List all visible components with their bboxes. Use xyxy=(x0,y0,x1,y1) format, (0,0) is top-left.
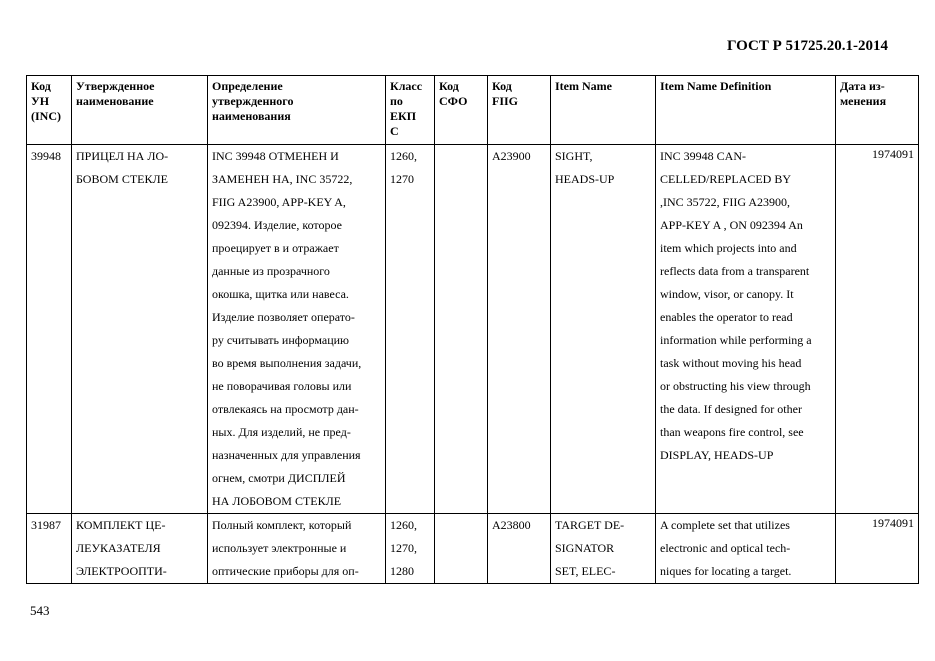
cell-line: 39948 xyxy=(31,149,61,163)
cell-line: данные из прозрачного xyxy=(212,264,330,278)
cell-line: 1270 xyxy=(390,172,414,186)
cell-approved-name xyxy=(72,145,208,514)
cell-line: окошка, щитка или навеса. xyxy=(212,287,349,301)
cell-line: Полный комплект, который xyxy=(212,518,352,532)
document-standard-header: ГОСТ Р 51725.20.1-2014 xyxy=(726,38,888,54)
cell-line: по xyxy=(390,94,403,108)
cell-line: наименование xyxy=(76,94,154,108)
cell-line: FIIG A23900, APP-KEY A, xyxy=(212,195,346,209)
cell-line: ЭЛЕКТРООПТИ- xyxy=(76,564,167,578)
cell-line: наименования xyxy=(212,109,291,123)
table-row xyxy=(27,145,919,514)
cell-sfo xyxy=(435,514,488,584)
cell-sfo xyxy=(435,145,488,514)
cell-inc xyxy=(27,514,72,584)
cell-line: Код xyxy=(492,79,512,93)
cell-fiig xyxy=(488,514,551,584)
cell-change-date xyxy=(836,514,919,584)
cell-line: FIIG xyxy=(492,94,519,108)
cell-inc xyxy=(27,145,72,514)
cell-definition xyxy=(208,145,386,514)
cell-line: than weapons fire control, see xyxy=(660,425,804,439)
change-date-value: 1974091 xyxy=(872,516,914,530)
cell-line: Код xyxy=(439,79,459,93)
cell-line: 1260, xyxy=(390,518,417,532)
page-number: 543 xyxy=(30,603,50,618)
cell-line: менения xyxy=(840,94,887,108)
cell-line: С xyxy=(390,124,399,138)
cell-line: Дата из- xyxy=(840,79,885,93)
cell-line: niques for locating a target. xyxy=(660,564,792,578)
cell-line: ру считывать информацию xyxy=(212,333,350,347)
cell-item-name xyxy=(551,514,656,584)
cell-line: ПРИЦЕЛ НА ЛО- xyxy=(76,149,169,163)
cell-class xyxy=(386,145,435,514)
cell-line: ных. Для изделий, не пред- xyxy=(212,425,351,439)
cell-line: INC 39948 ОТМЕНЕН И xyxy=(212,149,339,163)
header-item-name xyxy=(551,76,656,145)
cell-line: SET, ELEC- xyxy=(555,564,616,578)
cell-line: or obstructing his view through xyxy=(660,379,811,393)
header-class xyxy=(386,76,435,145)
change-date-value: 1974091 xyxy=(872,147,914,161)
cell-fiig xyxy=(488,145,551,514)
header-fiig xyxy=(488,76,551,145)
cell-line: information while performing a xyxy=(660,333,812,347)
header-change-date xyxy=(836,76,919,145)
cell-line: ЛЕУКАЗАТЕЛЯ xyxy=(76,541,161,555)
cell-line: во время выполнения задачи, xyxy=(212,356,362,370)
cell-line: 1280 xyxy=(390,564,414,578)
cell-line: SIGHT, xyxy=(555,149,593,163)
cell-line: reflects data from a transparent xyxy=(660,264,810,278)
table-row xyxy=(27,514,919,584)
cell-line: DISPLAY, HEADS-UP xyxy=(660,448,774,462)
cell-line: БОВОМ СТЕКЛЕ xyxy=(76,172,168,186)
cell-line: Item Name xyxy=(555,79,612,93)
cell-line: Изделие позволяет операто- xyxy=(212,310,355,324)
cell-line: ЗАМЕНЕН НА, INC 35722, xyxy=(212,172,353,186)
cell-line: TARGET DE- xyxy=(555,518,625,532)
cell-line: использует электронные и xyxy=(212,541,347,555)
table-header-row xyxy=(27,76,919,145)
cell-line: A complete set that utilizes xyxy=(660,518,790,532)
header-item-name-definition xyxy=(656,76,836,145)
cell-line: СФО xyxy=(439,94,468,108)
header-inc xyxy=(27,76,72,145)
cell-line: SIGNATOR xyxy=(555,541,615,555)
cell-item-name-definition xyxy=(656,145,836,514)
cell-line: ,INC 35722, FIIG A23900, xyxy=(660,195,791,209)
classification-table xyxy=(26,75,919,584)
cell-line: 31987 xyxy=(31,518,61,532)
cell-line: не поворачивая головы или xyxy=(212,379,352,393)
cell-line: CELLED/REPLACED BY xyxy=(660,172,791,186)
header-definition xyxy=(208,76,386,145)
header-sfo xyxy=(435,76,488,145)
cell-item-name-definition xyxy=(656,514,836,584)
cell-line: 092394. Изделие, которое xyxy=(212,218,342,232)
cell-line: task without moving his head xyxy=(660,356,802,370)
cell-line: HEADS-UP xyxy=(555,172,615,186)
cell-line: Утвержденное xyxy=(76,79,155,93)
cell-line: Код xyxy=(31,79,51,93)
cell-approved-name xyxy=(72,514,208,584)
cell-line: APP-KEY A , ON 092394 An xyxy=(660,218,803,232)
cell-line: Item Name Definition xyxy=(660,79,772,93)
cell-line: проецирует в и отражает xyxy=(212,241,339,255)
cell-line: УН xyxy=(31,94,50,108)
cell-line: огнем, смотри ДИСПЛЕЙ xyxy=(212,471,346,485)
cell-line: item which projects into and xyxy=(660,241,797,255)
cell-item-name xyxy=(551,145,656,514)
cell-line: window, visor, or canopy. It xyxy=(660,287,794,301)
cell-line: назначенных для управления xyxy=(212,448,361,462)
header-approved-name xyxy=(72,76,208,145)
cell-line: НА ЛОБОВОМ СТЕКЛЕ xyxy=(212,494,342,508)
cell-definition xyxy=(208,514,386,584)
cell-line: (INC) xyxy=(31,109,61,123)
cell-line: ЕКП xyxy=(390,109,417,123)
cell-change-date xyxy=(836,145,919,514)
cell-line: the data. If designed for other xyxy=(660,402,802,416)
cell-line: 1270, xyxy=(390,541,417,555)
cell-line: КОМПЛЕКТ ЦЕ- xyxy=(76,518,166,532)
cell-line: оптические приборы для оп- xyxy=(212,564,359,578)
cell-line: Определение xyxy=(212,79,283,93)
cell-line: Класс xyxy=(390,79,423,93)
cell-line: отвлекаясь на просмотр дан- xyxy=(212,402,359,416)
cell-line: INC 39948 CAN- xyxy=(660,149,746,163)
cell-line: утвержденного xyxy=(212,94,294,108)
cell-line: 1260, xyxy=(390,149,417,163)
cell-line: A23900 xyxy=(492,149,531,163)
cell-line: A23800 xyxy=(492,518,531,532)
cell-line: electronic and optical tech- xyxy=(660,541,791,555)
cell-class xyxy=(386,514,435,584)
cell-line: enables the operator to read xyxy=(660,310,793,324)
